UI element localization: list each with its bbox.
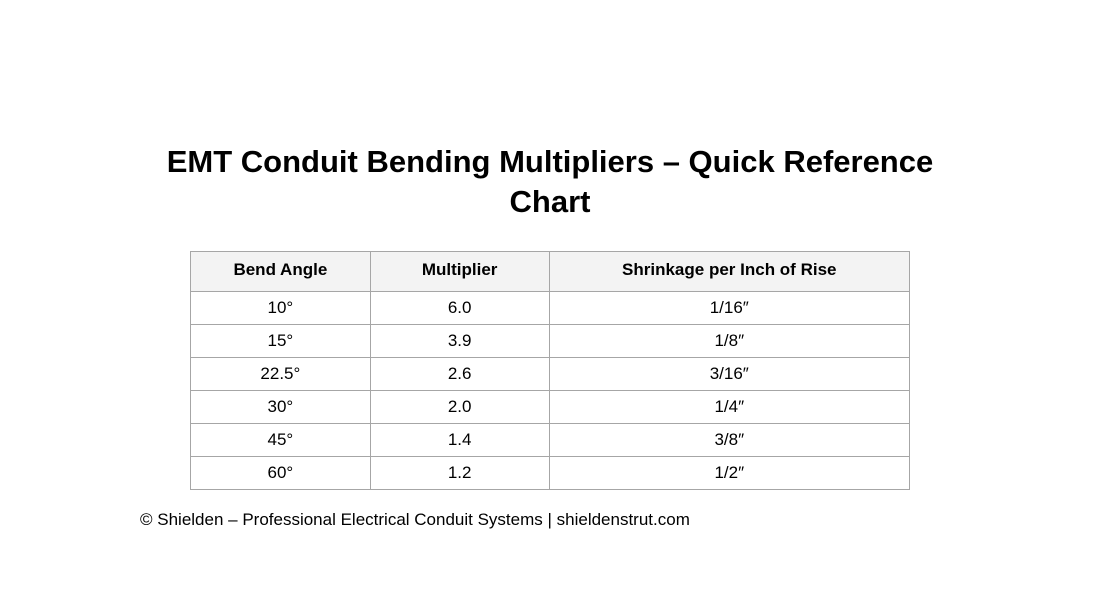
page-title: EMT Conduit Bending Multipliers – Quick Reference Chart (166, 144, 934, 219)
cell-bend-angle: 15° (191, 325, 371, 358)
header-shrinkage: Shrinkage per Inch of Rise (549, 252, 909, 292)
header-multiplier: Multiplier (370, 252, 549, 292)
cell-multiplier: 1.4 (370, 424, 549, 457)
cell-bend-angle: 22.5° (191, 358, 371, 391)
cell-shrinkage: 1/4″ (549, 391, 909, 424)
cell-shrinkage: 1/16″ (549, 292, 909, 325)
cell-bend-angle: 30° (191, 391, 371, 424)
bending-multipliers-table (190, 251, 910, 490)
cell-shrinkage: 3/16″ (549, 358, 909, 391)
cell-multiplier: 1.2 (370, 457, 549, 490)
footer-copyright: © Shielden – Professional Electrical Conduit Systems | shieldenstrut.com (140, 510, 690, 529)
table-row (191, 391, 910, 424)
header-bend-angle: Bend Angle (191, 252, 371, 292)
table-row (191, 325, 910, 358)
cell-multiplier: 2.6 (370, 358, 549, 391)
cell-shrinkage: 1/8″ (549, 325, 909, 358)
table-header-row (191, 252, 910, 292)
table-row (191, 358, 910, 391)
cell-bend-angle: 60° (191, 457, 371, 490)
cell-shrinkage: 3/8″ (549, 424, 909, 457)
cell-bend-angle: 10° (191, 292, 371, 325)
table-row (191, 424, 910, 457)
cell-bend-angle: 45° (191, 424, 371, 457)
table-row (191, 292, 910, 325)
cell-multiplier: 6.0 (370, 292, 549, 325)
cell-multiplier: 3.9 (370, 325, 549, 358)
table-row (191, 457, 910, 490)
cell-multiplier: 2.0 (370, 391, 549, 424)
cell-shrinkage: 1/2″ (549, 457, 909, 490)
